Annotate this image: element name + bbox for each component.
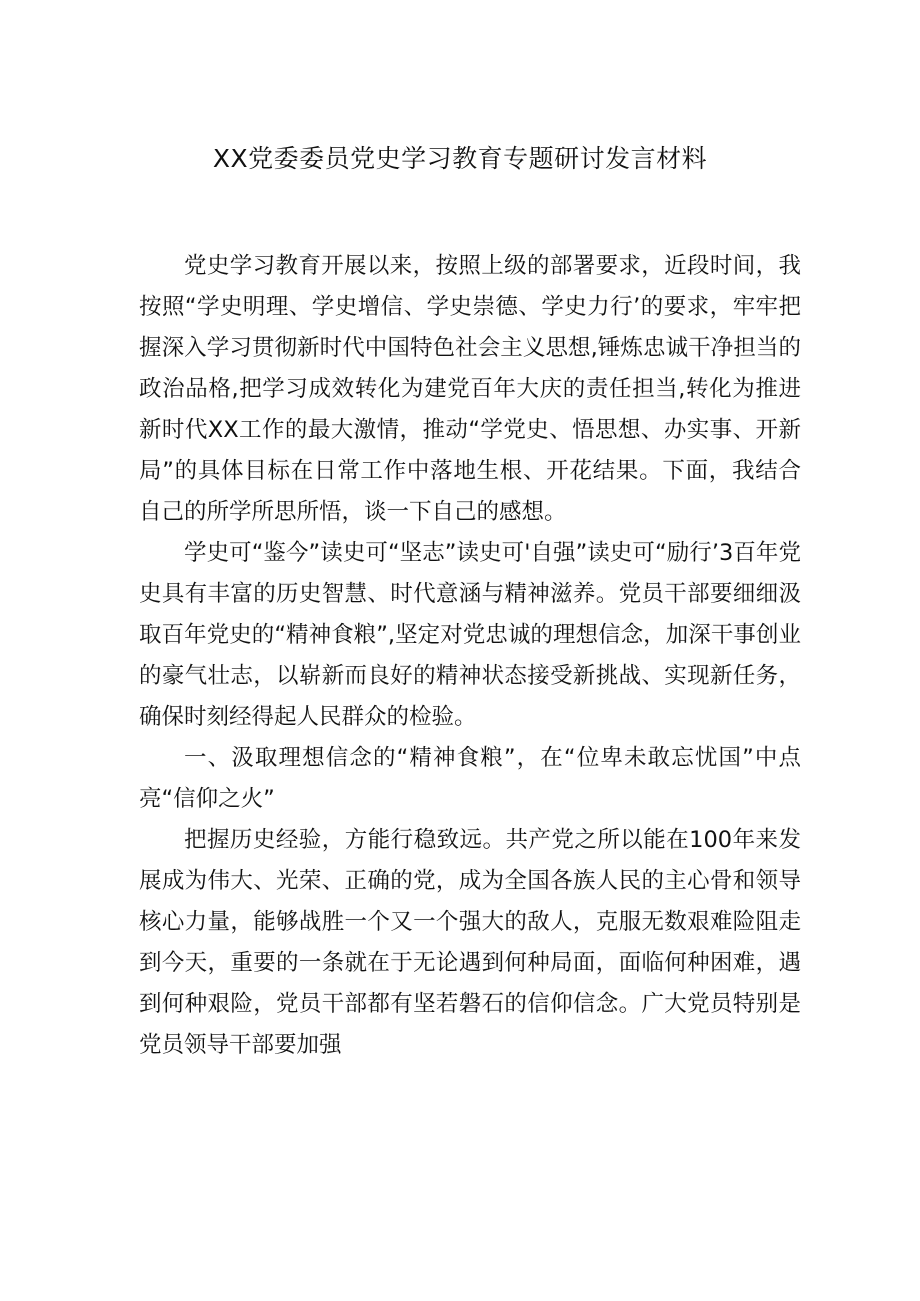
paragraph-intro: 党史学习教育开展以来，按照上级的部署要求，近段时间，我按照“学史明理、学史增信、学史崇德、学史力行’的要求，牢牢把握深入学习贯彻新时代中国特色社会主义思想,锤炼忠诚干净担当的政治品格,把学习成效转化为建党百年大庆的责任担当,转化为推进新时代XX工作的最大激情，推动“学党史、悟思想、办实事、开新局”的具体目标在日常工作中落地生根、开花结果。下面，我结合自己的所学所思所悟，谈一下自己的感想。 — [139, 253, 801, 525]
document-body — [139, 246, 801, 1066]
paragraph-historical-experience: 把握历史经验，方能行稳致远。共产党之所以能在100年来发展成为伟大、光荣、正确的党，成为全国各族人民的主心骨和领导核心力量，能够战胜一个又一个强大的敌人，克服无数艰难险阻走到今天，重要的一条就在于无论遇到何种局面，面临何种困难，遇到何种艰险，党员干部都有坚若磐石的信仰信念。广大党员特别是党员领导干部要加强 — [139, 827, 801, 1058]
section-heading-1: 一、汲取理想信念的“精神食粮”，在“位卑未敢忘忧国”中点亮“信仰之火” — [139, 745, 801, 812]
document-title: XX党委委员党史学习教育专题研讨发言材料 — [212, 144, 708, 173]
paragraph-study-history: 学史可“鉴今”读史可“坚志”读史可'自强”读史可“励行’3百年党史具有丰富的历史智慧、时代意涵与精神滋养。党员干部要细细汲取百年党史的“精神食粮”,坚定对党忠诚的理想信念，加深干事创业的豪气壮志，以崭新而良好的精神状态接受新挑战、实现新任务，确保时刻经得起人民群众的检验。 — [139, 540, 801, 730]
